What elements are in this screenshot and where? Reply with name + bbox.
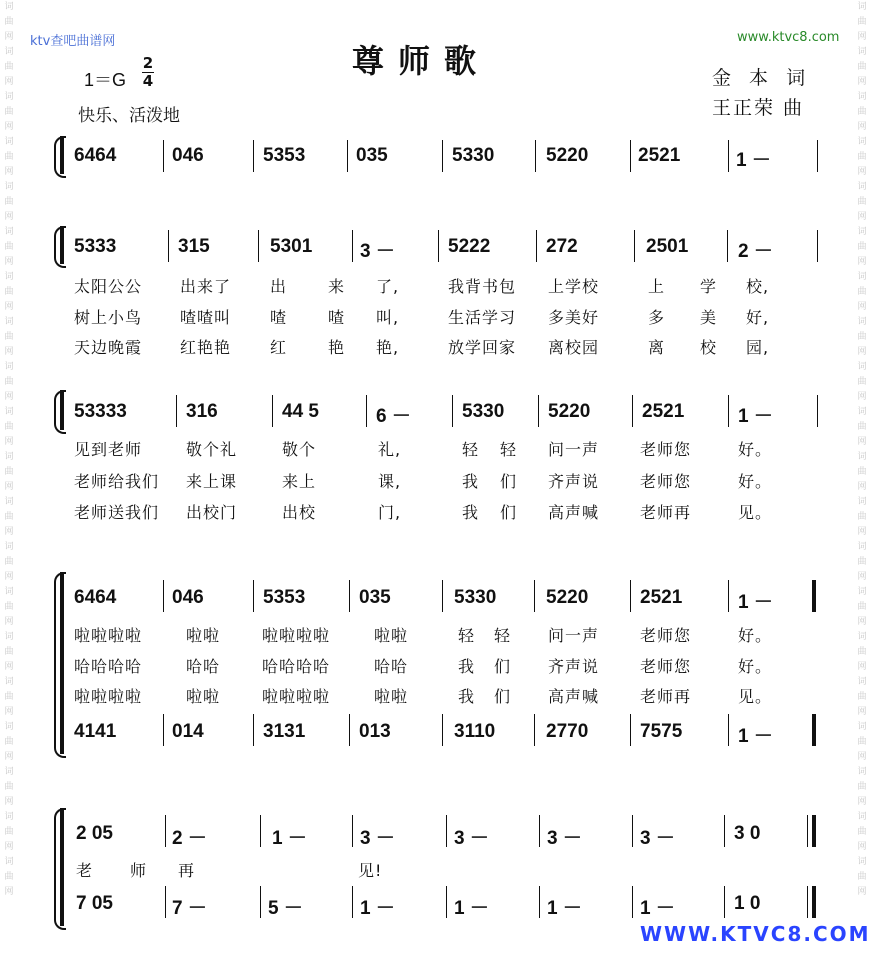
lyric: 们: [500, 503, 518, 522]
lyric: 放学回家: [448, 338, 517, 357]
lyric: 老师您: [640, 657, 692, 676]
measure: 3 －: [360, 241, 395, 262]
lyric: 出校门: [186, 503, 238, 522]
measure: 2 －: [172, 828, 207, 849]
measure: 2521: [638, 145, 681, 166]
lyric: 喳: [270, 308, 288, 327]
measure: 44 5: [282, 401, 319, 422]
measure: 5222: [448, 236, 491, 257]
lyric: 轻: [500, 440, 518, 459]
lyric: 齐声说: [548, 472, 600, 491]
measure: 1 －: [738, 406, 773, 427]
measure: 5220: [548, 401, 591, 422]
site-name-left: ktv查吧曲谱网: [30, 34, 116, 49]
measure: 5220: [546, 587, 589, 608]
measure: 1 －: [272, 828, 307, 849]
measure: 6464: [74, 587, 117, 608]
measure: 1 －: [738, 592, 773, 613]
lyric: 轻: [458, 626, 476, 645]
right-edge-watermark: 词曲网词曲网词曲网词曲网词曲网词曲网词曲网词曲网词曲网词曲网词曲网词曲网词曲网词曲网词曲网词曲网词曲网词曲网词曲网词曲网: [857, 2, 867, 897]
lyric: 啦啦啦啦: [74, 687, 143, 706]
measure-lower: 7575: [640, 721, 683, 742]
measure: 5330: [454, 587, 497, 608]
measure-lower: 3131: [263, 721, 306, 742]
measure: 035: [356, 145, 388, 166]
lyric: 老师再: [640, 503, 692, 522]
measure-lower: 014: [172, 721, 204, 742]
measure: 3 －: [640, 828, 675, 849]
lyric: 校,: [746, 277, 770, 296]
lyric: 好。: [738, 440, 773, 459]
lyric: 老师您: [640, 626, 692, 645]
site-url-right: www.ktvc8.com: [737, 30, 840, 45]
lyric: 园,: [746, 338, 770, 357]
measure-lower: 1 －: [360, 898, 395, 919]
measure: 5220: [546, 145, 589, 166]
measure-lower: 2770: [546, 721, 589, 742]
lyric: 生活学习: [448, 308, 517, 327]
measure-lower: 5 －: [268, 898, 303, 919]
lyric: 们: [494, 687, 512, 706]
lyric: 多美好: [548, 308, 600, 327]
lyric: 轻: [462, 440, 480, 459]
lyric: 我: [458, 687, 476, 706]
lyric: 们: [494, 657, 512, 676]
lyric: 问一声: [548, 626, 600, 645]
lyric: 多: [648, 308, 666, 327]
lyric: 校: [700, 338, 718, 357]
lyric: 轻: [494, 626, 512, 645]
lyric: 来上课: [186, 472, 238, 491]
lyric: 哈哈哈哈: [262, 657, 331, 676]
time-bottom: 4: [142, 72, 154, 90]
measure-lower: 1 －: [640, 898, 675, 919]
lyric: 老师您: [640, 440, 692, 459]
measure-lower: 1 －: [738, 726, 773, 747]
measure: 5330: [462, 401, 505, 422]
lyric: 出来了: [180, 277, 232, 296]
lyric: 出: [270, 277, 288, 296]
lyric: 好,: [746, 308, 770, 327]
lyric: 课,: [378, 472, 402, 491]
measure: 315: [178, 236, 210, 257]
lyric: 学: [700, 277, 718, 296]
measure: 5353: [263, 587, 306, 608]
measure: 6 －: [376, 406, 411, 427]
lyric: 天边晚霞: [74, 338, 143, 357]
lyric: 们: [500, 472, 518, 491]
measure-lower: 7 05: [76, 893, 113, 914]
lyric: 红: [270, 338, 288, 357]
measure: 3 0: [734, 823, 761, 844]
lyric: 见到老师: [74, 440, 143, 459]
measure: 53333: [74, 401, 127, 422]
lyric: 齐声说: [548, 657, 600, 676]
lyric: 师: [130, 861, 148, 880]
lyric: 艳,: [376, 338, 400, 357]
lyric: 哈哈: [374, 657, 409, 676]
measure-lower: 1 －: [547, 898, 582, 919]
measure-lower: 1 －: [454, 898, 489, 919]
lyric: 美: [700, 308, 718, 327]
lyric: 啦啦: [374, 687, 409, 706]
measure: 5301: [270, 236, 313, 257]
key-signature: 1＝G: [84, 70, 127, 90]
lyric: 问一声: [548, 440, 600, 459]
lyric: 来上: [282, 472, 317, 491]
lyric: 喳: [328, 308, 346, 327]
lyric: 敬个礼: [186, 440, 238, 459]
lyric: 再: [178, 861, 196, 880]
lyric: 叫,: [376, 308, 400, 327]
lyric: 老师给我们: [74, 472, 160, 491]
lyric: 来: [328, 277, 346, 296]
time-signature: [142, 56, 154, 89]
left-edge-watermark: 词曲网词曲网词曲网词曲网词曲网词曲网词曲网词曲网词曲网词曲网词曲网词曲网词曲网词曲网词曲网词曲网词曲网词曲网词曲网词曲网: [4, 2, 14, 897]
lyric: 高声喊: [548, 687, 600, 706]
lyric: 老师您: [640, 472, 692, 491]
lyric: 哈哈哈哈: [74, 657, 143, 676]
measure-lower: 013: [359, 721, 391, 742]
composer-credit: 王正荣 曲: [712, 97, 805, 119]
lyric: 我背书包: [448, 277, 517, 296]
measure-lower: 4141: [74, 721, 117, 742]
lyric: 礼,: [378, 440, 402, 459]
lyric: 啦啦啦啦: [262, 687, 331, 706]
lyric: 我: [462, 472, 480, 491]
lyric: 红艳艳: [180, 338, 232, 357]
lyric: 老: [76, 861, 94, 880]
measure-lower: 3110: [454, 721, 496, 742]
lyric: 啦啦啦啦: [74, 626, 143, 645]
measure: 5333: [74, 236, 117, 257]
lyric: 了,: [376, 277, 400, 296]
lyric: 好。: [738, 472, 773, 491]
measure: 272: [546, 236, 578, 257]
measure: 2 －: [738, 241, 773, 262]
measure: 5353: [263, 145, 306, 166]
time-top: 2: [142, 54, 154, 72]
lyric: 门,: [378, 503, 402, 522]
lyric: 啦啦: [374, 626, 409, 645]
song-title: 尊师歌: [352, 42, 491, 80]
lyric: 哈哈: [186, 657, 221, 676]
measure: 3 －: [454, 828, 489, 849]
lyric: 老师再: [640, 687, 692, 706]
lyric: 敬个: [282, 440, 317, 459]
measure: 046: [172, 587, 204, 608]
tempo-marking: 快乐、活泼地: [78, 106, 180, 126]
measure: 2521: [642, 401, 685, 422]
lyric: 啦啦: [186, 687, 221, 706]
lyric: 离校园: [548, 338, 600, 357]
lyric: 我: [458, 657, 476, 676]
measure: 316: [186, 401, 218, 422]
site-watermark: WWW.KTVC8.COM: [640, 922, 871, 946]
measure: 6464: [74, 145, 117, 166]
lyric: 见。: [738, 503, 773, 522]
lyric: 出校: [282, 503, 317, 522]
measure-lower: 7 －: [172, 898, 207, 919]
lyric: 见。: [738, 687, 773, 706]
lyric: 见!: [358, 861, 383, 880]
lyric: 啦啦: [186, 626, 221, 645]
lyric: 太阳公公: [74, 277, 143, 296]
lyric: 上: [648, 277, 666, 296]
measure: 3 －: [360, 828, 395, 849]
lyric: 树上小鸟: [74, 308, 143, 327]
lyric: 喳喳叫: [180, 308, 232, 327]
lyric: 高声喊: [548, 503, 600, 522]
lyric: 好。: [738, 626, 773, 645]
measure: 2501: [646, 236, 689, 257]
measure: 5330: [452, 145, 495, 166]
lyric: 上学校: [548, 277, 600, 296]
measure: 035: [359, 587, 391, 608]
measure: 3 －: [547, 828, 582, 849]
measure: 2 05: [76, 823, 113, 844]
measure-lower: 1 0: [734, 893, 761, 914]
lyric: 啦啦啦啦: [262, 626, 331, 645]
lyric: 老师送我们: [74, 503, 160, 522]
lyric: 艳: [328, 338, 346, 357]
measure: 1 －: [736, 150, 771, 171]
measure: 2521: [640, 587, 683, 608]
lyricist-credit: 金 本 词: [712, 67, 812, 89]
measure: 046: [172, 145, 204, 166]
lyric: 我: [462, 503, 480, 522]
lyric: 好。: [738, 657, 773, 676]
lyric: 离: [648, 338, 666, 357]
